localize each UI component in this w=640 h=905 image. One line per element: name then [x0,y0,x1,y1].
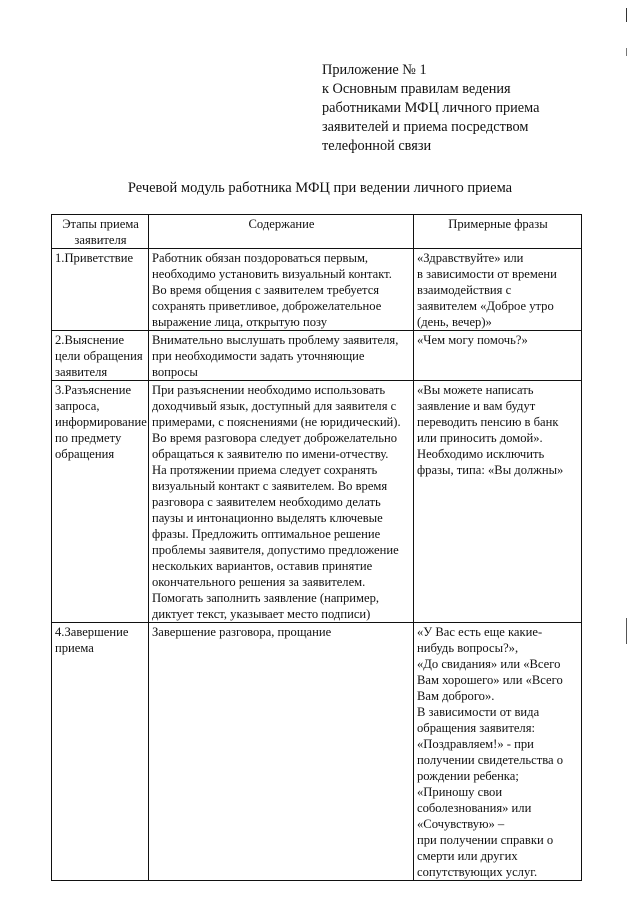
stage-cell: 1.Приветствие [52,249,149,331]
column-header-content: Содержание [149,215,414,249]
scan-edge-mark [626,618,627,644]
appendix-line: к Основным правилам ведения [322,81,511,97]
phrases-cell: «У Вас есть еще какие- нибудь вопросы?», «До свидания» или «Всего Вам хорошего» или «Всего Вам доброго». В зависимости от вида обращения заявителя: «Поздравляем!» - при получении свидетельства о рождении ребенка; «Приношу свои соболезнования» или «Сочувствую» – при получении справки о смерти или других сопутствующих услуг. [414,623,582,881]
appendix-line: работниками МФЦ личного приема [322,100,540,116]
table-row [52,381,582,623]
content-cell: Завершение разговора, прощание [149,623,414,881]
appendix-line: Приложение № 1 [322,62,427,78]
phrases-cell: «Чем могу помочь?» [414,331,582,381]
column-header-stage: Этапы приема заявителя [52,215,149,249]
content-cell: Внимательно выслушать проблему заявителя, при необходимости задать уточняющие вопросы [149,331,414,381]
table-row [52,249,582,331]
content-cell: При разъяснении необходимо использовать доходчивый язык, доступный для заявителя с примерами, с пояснениями (не юридический). Во время разговора следует доброжелательно обращаться к заявителю по имени-отчеству. На протяжении приема следует сохранять визуальный контакт с заявителем. Во время разговора с заявителем необходимо делать паузы и интонационно выделять ключевые фразы. Предложить оптимальное решение проблемы заявителя, допустимо предложение нескольких вариантов, оставив принятие окончательного решения за заявителем. Помогать заполнить заявление (например, диктует текст, указывает место подписи) [149,381,414,623]
page-title: Речевой модуль работника МФЦ при ведении личного приема [127,180,513,196]
speech-module-table [51,214,582,881]
stage-cell: 3.Разъяснение запроса, информирование по предмету обращения [52,381,149,623]
stage-cell: 2.Выяснение цели обращения заявителя [52,331,149,381]
phrases-cell: «Вы можете написать заявление и вам будут переводить пенсию в банк или приносить домой». Необходимо исключить фразы, типа: «Вы должны» [414,381,582,623]
stage-cell: 4.Завершение приема [52,623,149,881]
content-cell: Работник обязан поздороваться первым, необходимо установить визуальный контакт. Во время общения с заявителем требуется сохранять приветливое, доброжелательное выражение лица, открытую позу [149,249,414,331]
phrases-cell: «Здравствуйте» или в зависимости от времени взаимодействия с заявителем «Доброе утро (день, вечер)» [414,249,582,331]
column-header-phrases: Примерные фразы [414,215,582,249]
appendix-line: телефонной связи [322,138,432,154]
scan-edge-mark [626,48,627,56]
appendix-line: заявителей и приема посредством [322,119,529,135]
scan-edge-mark [626,8,627,22]
table-row [52,331,582,381]
table-header-row [52,215,582,249]
table-row [52,623,582,881]
appendix-header [322,61,539,156]
